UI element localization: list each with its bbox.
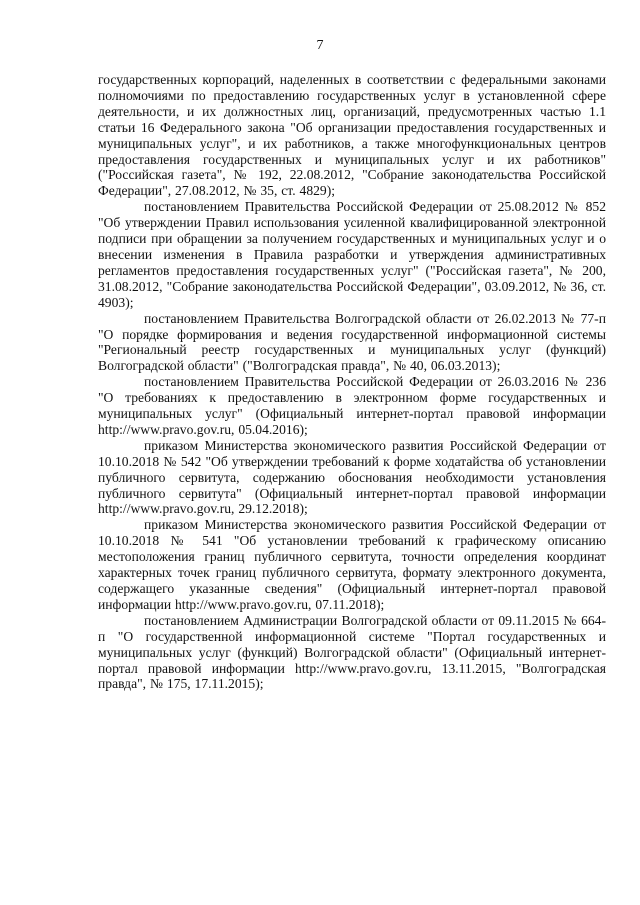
page-number: 7 [316,38,324,53]
paragraph-order-541: приказом Министерства экономического развития Российской Федерации от 10.10.2018 № 541 "Об установлении требований к графическому описанию местоположения границ публичного сервитута, точности определения координат характерных точек границ публичного сервитута, формату электронного документа, содержащего указанные сведения" (Официальный интернет-портал правовой информации http://www.pravo.gov.ru, 07.11.2018); [98,517,606,612]
document-body [98,72,606,692]
paragraph-decree-852: постановлением Правительства Российской Федерации от 25.08.2012 № 852 "Об утверждении Правил использования усиленной квалифицированной электронной подписи при обращении за получением государственных и муниципальных услуг и о внесении изменения в Правила разработки и утверждения административных регламентов предоставления государственных услуг" ("Российская газета", № 200, 31.08.2012, "Собрание законодательства Российской Федерации", 03.09.2012, № 36, ст. 4903); [98,199,606,310]
paragraph-decree-77p: постановлением Правительства Волгоградской области от 26.02.2013 № 77-п "О порядке формирования и ведения государственной информационной системы "Региональный реестр государственных и муниципальных услуг (функций) Волгоградской области" ("Волгоградская правда", № 40, 06.03.2013); [98,310,606,374]
paragraph-decree-664p: постановлением Администрации Волгоградской области от 09.11.2015 № 664-п "О государственной информационной системе "Портал государственных и муниципальных услуг (функций) Волгоградской области" (Официальный интернет-портал правовой информации http://www.pravo.gov.ru, 13.11.2015, "Волгоградская правда", № 175, 17.11.2015); [98,612,606,692]
paragraph-order-542: приказом Министерства экономического развития Российской Федерации от 10.10.2018 № 542 "Об утверждении требований к форме ходатайства об установлении публичного сервитута, содержанию обоснования необходимости установления публичного сервитута" (Официальный интернет-портал правовой информации http://www.pravo.gov.ru, 29.12.2018); [98,437,606,517]
paragraph-decree-236: постановлением Правительства Российской Федерации от 26.03.2016 № 236 "О требованиях к предоставлению в электронном форме государственных и муниципальных услуг" (Официальный интернет-портал правовой информации http://www.pravo.gov.ru, 05.04.2016); [98,374,606,437]
paragraph-continuation: государственных корпораций, наделенных в соответствии с федеральными законами полномочиями по предоставлению государственных услуг в установленной сфере деятельности, и их должностных лиц, организаций, предусмотренных частью 1.1 статьи 16 Федерального закона "Об организации предоставления государственных и муниципальных услуг", и их работников, а также многофункциональных центров предоставления государственных и муниципальных услуг и их работников" ("Российская газета", № 192, 22.08.2012, "Собрание законодательства Российской Федерации", 27.08.2012, № 35, ст. 4829); [98,72,606,199]
